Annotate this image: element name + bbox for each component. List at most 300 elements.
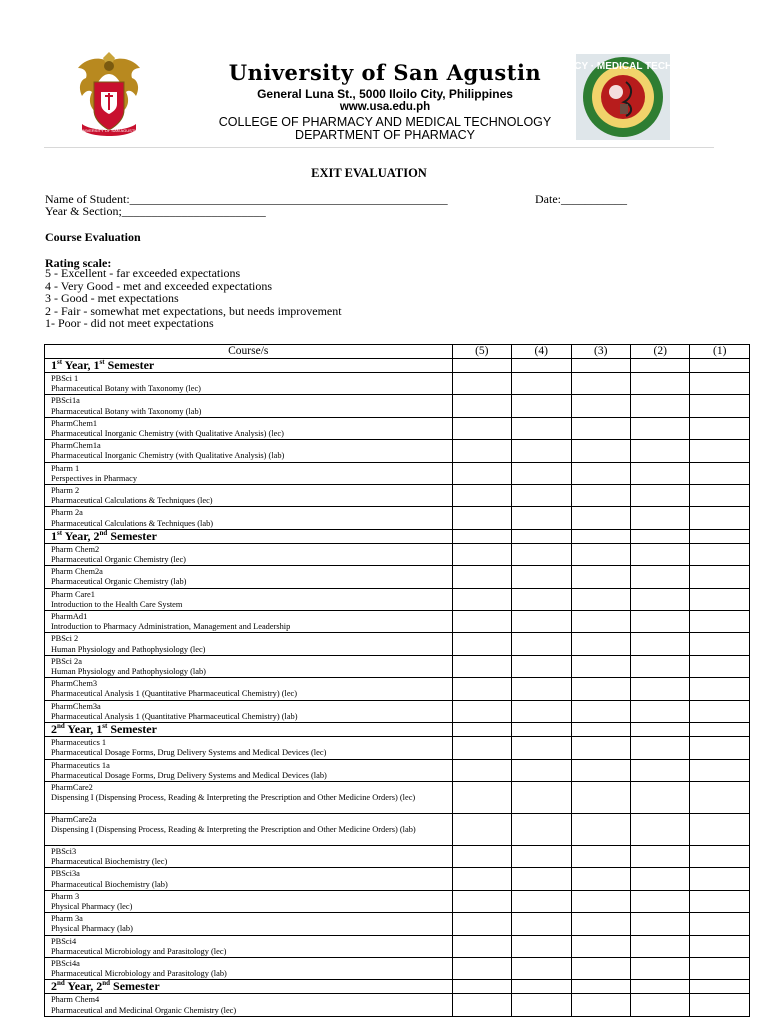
rating-1-cell	[690, 359, 750, 373]
rating-5-cell[interactable]	[452, 994, 511, 1016]
rating-5-cell[interactable]	[452, 845, 511, 867]
university-name: University of San Agustin	[228, 60, 542, 85]
rating-3-cell[interactable]	[571, 417, 630, 439]
course-name: Dispensing I (Dispensing Process, Reading & Interpreting the Prescription and Other Medicine Orders) (lec)	[51, 793, 416, 803]
semester-row	[45, 723, 750, 737]
course-cell	[45, 485, 453, 507]
rating-3-cell[interactable]	[571, 957, 630, 979]
course-cell	[45, 462, 453, 484]
course-name: Physical Pharmacy (lab)	[51, 924, 133, 934]
rating-5-cell[interactable]	[452, 868, 511, 890]
rating-5-cell[interactable]	[452, 700, 511, 722]
rating-1-cell[interactable]	[690, 417, 750, 439]
rating-5-cell	[452, 359, 511, 373]
course-code: Pharm 3	[51, 891, 80, 901]
rating-3-cell[interactable]	[571, 678, 630, 700]
rating-3-cell[interactable]	[571, 737, 630, 759]
rating-5-cell[interactable]	[452, 543, 511, 565]
course-code: PBSci4a	[51, 958, 80, 968]
rating-5-cell[interactable]	[452, 737, 511, 759]
rating-4-cell[interactable]	[512, 781, 571, 813]
table-body	[45, 359, 750, 1017]
table-row	[45, 566, 750, 588]
course-name: Physical Pharmacy (lec)	[51, 901, 133, 911]
semester-label-part: Year,	[62, 358, 94, 372]
semester-label-part: Year,	[62, 528, 94, 543]
rating-1-cell[interactable]	[690, 890, 750, 912]
course-name: Pharmaceutical Organic Chemistry (lec)	[51, 555, 186, 565]
rating-2-cell	[630, 723, 689, 737]
semester-label-part: st	[102, 722, 108, 731]
semester-label	[45, 723, 453, 737]
semester-label-part: 1	[51, 358, 57, 372]
table-row	[45, 655, 750, 677]
course-name: Dispensing I (Dispensing Process, Reading & Interpreting the Prescription and Other Medicine Orders) (lab)	[51, 825, 416, 835]
rating-4-cell	[512, 980, 571, 994]
rating-1-cell[interactable]	[690, 868, 750, 890]
rating-4-cell[interactable]	[512, 507, 571, 529]
table-row	[45, 957, 750, 979]
course-name: Pharmaceutical Calculations & Techniques (lab)	[51, 518, 214, 528]
course-code: Pharmaceutics 1a	[51, 760, 110, 770]
course-cell	[45, 913, 453, 935]
rating-4-cell[interactable]	[512, 611, 571, 633]
rating-3-cell[interactable]	[571, 633, 630, 655]
rating-2-cell[interactable]	[630, 994, 689, 1016]
rating-4-cell[interactable]	[512, 678, 571, 700]
semester-label-part: 2	[51, 979, 57, 994]
rating-3-cell	[571, 359, 630, 373]
rating-1-cell[interactable]	[690, 813, 750, 845]
rating-5-cell	[452, 980, 511, 994]
rating-1-cell[interactable]	[690, 395, 750, 417]
rating-3-cell[interactable]	[571, 395, 630, 417]
rating-4-cell[interactable]	[512, 868, 571, 890]
table-row	[45, 395, 750, 417]
semester-label-part: Year,	[64, 722, 97, 737]
course-cell	[45, 781, 453, 813]
semester-label-part: 2	[93, 528, 100, 543]
course-code: PBSci 2	[51, 634, 79, 644]
semester-label-part: Semester	[110, 979, 160, 994]
rating-1-cell[interactable]	[690, 781, 750, 813]
course-cell	[45, 633, 453, 655]
semester-label-part: Semester	[107, 528, 157, 543]
rating-3-column-header: (3)	[571, 345, 630, 359]
rating-3-cell[interactable]	[571, 373, 630, 395]
course-code: PharmAd1	[51, 612, 88, 622]
rating-4-cell[interactable]	[512, 655, 571, 677]
course-name: Pharmaceutical Microbiology and Parasitology (lab)	[51, 969, 227, 979]
rating-1-cell[interactable]	[690, 588, 750, 610]
rating-4-cell[interactable]	[512, 566, 571, 588]
table-row	[45, 507, 750, 529]
rating-4-cell[interactable]	[512, 890, 571, 912]
semester-label-part: 2	[96, 979, 103, 994]
semester-row	[45, 359, 750, 373]
university-address: General Luna St., 5000 Iloilo City, Philippines	[257, 87, 513, 101]
rating-3-cell[interactable]	[571, 781, 630, 813]
rating-4-cell[interactable]	[512, 913, 571, 935]
table-row	[45, 913, 750, 935]
rating-3-cell[interactable]	[571, 485, 630, 507]
course-code: PharmChem3	[51, 679, 98, 689]
rating-4-cell[interactable]	[512, 395, 571, 417]
rating-4-cell[interactable]	[512, 373, 571, 395]
course-name: Pharmaceutical Botany with Taxonomy (lec)	[51, 384, 201, 394]
course-name: Pharmaceutical Analysis 1 (Quantitative Pharmaceutical Chemistry) (lab)	[51, 711, 298, 721]
table-row	[45, 813, 750, 845]
rating-4-cell[interactable]	[512, 845, 571, 867]
department-name: DEPARTMENT OF PHARMACY	[295, 128, 475, 142]
rating-2-cell[interactable]	[630, 759, 689, 781]
course-code: PharmCare2	[51, 782, 93, 792]
rating-3-cell[interactable]	[571, 890, 630, 912]
table-row	[45, 935, 750, 957]
semester-label-part: 1	[93, 358, 100, 372]
course-code: Pharm Chem4	[51, 995, 100, 1005]
course-name: Pharmaceutical Organic Chemistry (lab)	[51, 577, 187, 587]
rating-2-cell[interactable]	[630, 417, 689, 439]
course-cell	[45, 759, 453, 781]
semester-row	[45, 529, 750, 543]
table-row	[45, 994, 750, 1016]
course-cell	[45, 678, 453, 700]
course-code: PBSci 2a	[51, 656, 82, 666]
year-section-field[interactable]: Year & Section;________________________	[45, 204, 266, 218]
rating-4-cell[interactable]	[512, 588, 571, 610]
table-row	[45, 868, 750, 890]
table-row	[45, 417, 750, 439]
rating-1-cell	[690, 723, 750, 737]
student-name-field[interactable]: Name of Student:_____________________________________________________	[45, 192, 448, 206]
course-code: Pharm 2	[51, 486, 80, 496]
rating-5-cell[interactable]	[452, 781, 511, 813]
table-row	[45, 633, 750, 655]
rating-4-cell[interactable]	[512, 633, 571, 655]
rating-1-cell[interactable]	[690, 440, 750, 462]
course-cell	[45, 737, 453, 759]
rating-3-cell[interactable]	[571, 462, 630, 484]
rating-1-cell[interactable]	[690, 462, 750, 484]
rating-4-cell[interactable]	[512, 462, 571, 484]
course-cell	[45, 700, 453, 722]
rating-4-cell[interactable]	[512, 759, 571, 781]
course-cell	[45, 813, 453, 845]
semester-label	[45, 529, 453, 543]
course-code: Pharm 3a	[51, 914, 83, 924]
course-name: Pharmaceutical Biochemistry (lab)	[51, 879, 168, 889]
rating-5-cell[interactable]	[452, 507, 511, 529]
rating-3-cell[interactable]	[571, 845, 630, 867]
course-name: Introduction to Pharmacy Administration, Management and Leadership	[51, 622, 291, 632]
semester-label-part: 1	[96, 722, 103, 737]
rating-2-cell[interactable]	[630, 737, 689, 759]
rating-4-cell[interactable]	[512, 994, 571, 1016]
rating-1-cell[interactable]	[690, 507, 750, 529]
rating-2-cell[interactable]	[630, 611, 689, 633]
rating-3-cell[interactable]	[571, 913, 630, 935]
rating-item: 3 - Good - met expectations	[45, 291, 179, 306]
rating-1-cell	[690, 529, 750, 543]
rating-2-cell[interactable]	[630, 957, 689, 979]
table-row	[45, 611, 750, 633]
rating-3-cell[interactable]	[571, 994, 630, 1016]
course-code: PBSci3	[51, 846, 77, 856]
rating-4-cell[interactable]	[512, 813, 571, 845]
rating-5-cell[interactable]	[452, 890, 511, 912]
rating-1-cell[interactable]	[690, 655, 750, 677]
table-row	[45, 890, 750, 912]
course-code: Pharmaceutics 1	[51, 738, 107, 748]
rating-4-cell[interactable]	[512, 935, 571, 957]
rating-3-cell[interactable]	[571, 868, 630, 890]
rating-1-column-header: (1)	[690, 345, 750, 359]
rating-2-cell[interactable]	[630, 462, 689, 484]
rating-1-cell[interactable]	[690, 633, 750, 655]
course-cell	[45, 994, 453, 1016]
rating-2-cell	[630, 980, 689, 994]
rating-2-cell	[630, 529, 689, 543]
rating-5-cell[interactable]	[452, 588, 511, 610]
college-name: COLLEGE OF PHARMACY AND MEDICAL TECHNOLOGY	[218, 115, 552, 129]
rating-4-cell[interactable]	[512, 440, 571, 462]
course-name: Pharmaceutical Dosage Forms, Drug Delivery Systems and Medical Devices (lec)	[51, 748, 327, 758]
course-code: Pharm Chem2	[51, 544, 100, 554]
rating-3-cell[interactable]	[571, 700, 630, 722]
course-code: PBSci4	[51, 936, 77, 946]
semester-label-part: nd	[57, 979, 65, 988]
rating-1-cell[interactable]	[690, 566, 750, 588]
rating-4-cell[interactable]	[512, 957, 571, 979]
rating-4-cell	[512, 529, 571, 543]
semester-row	[45, 980, 750, 994]
course-code: PBSci 1	[51, 374, 79, 383]
rating-4-cell[interactable]	[512, 485, 571, 507]
rating-3-cell[interactable]	[571, 507, 630, 529]
rating-2-cell[interactable]	[630, 633, 689, 655]
rating-2-cell[interactable]	[630, 913, 689, 935]
table-row	[45, 440, 750, 462]
course-cell	[45, 845, 453, 867]
rating-5-cell[interactable]	[452, 440, 511, 462]
rating-2-cell[interactable]	[630, 655, 689, 677]
course-name: Pharmaceutical Dosage Forms, Drug Delivery Systems and Medical Devices (lab)	[51, 770, 327, 780]
rating-2-cell[interactable]	[630, 395, 689, 417]
rating-5-cell[interactable]	[452, 373, 511, 395]
course-code: PharmChem3a	[51, 701, 101, 711]
table-row	[45, 485, 750, 507]
course-cell	[45, 935, 453, 957]
rating-scale-list	[45, 267, 342, 330]
rating-2-cell[interactable]	[630, 868, 689, 890]
course-evaluation-table	[44, 344, 750, 1017]
rating-3-cell[interactable]	[571, 935, 630, 957]
semester-label	[45, 359, 453, 373]
rating-1-cell[interactable]	[690, 700, 750, 722]
table-row	[45, 462, 750, 484]
rating-5-cell[interactable]	[452, 633, 511, 655]
rating-5-column-header: (5)	[452, 345, 511, 359]
rating-4-cell[interactable]	[512, 737, 571, 759]
course-cell	[45, 373, 453, 395]
course-cell	[45, 588, 453, 610]
rating-2-cell[interactable]	[630, 781, 689, 813]
university-crest-eagle-icon	[76, 52, 142, 140]
semester-label-part: Semester	[104, 358, 155, 372]
rating-2-cell[interactable]	[630, 678, 689, 700]
rating-5-cell[interactable]	[452, 417, 511, 439]
course-code: Pharm Care1	[51, 589, 95, 599]
course-cell	[45, 611, 453, 633]
rating-2-cell[interactable]	[630, 700, 689, 722]
rating-3-cell[interactable]	[571, 543, 630, 565]
rating-2-cell	[630, 359, 689, 373]
rating-2-cell[interactable]	[630, 813, 689, 845]
rating-1-cell[interactable]	[690, 994, 750, 1016]
rating-3-cell[interactable]	[571, 611, 630, 633]
course-name: Pharmaceutical and Medicinal Organic Chemistry (lec)	[51, 1005, 237, 1015]
semester-label-part: Semester	[107, 722, 157, 737]
rating-5-cell[interactable]	[452, 566, 511, 588]
rating-2-cell[interactable]	[630, 543, 689, 565]
course-cell	[45, 890, 453, 912]
semester-label-part: st	[57, 528, 63, 537]
rating-5-cell	[452, 529, 511, 543]
crest-banner-text: UNIVERSITY OF SAN AGUSTIN	[79, 128, 139, 133]
table-row	[45, 759, 750, 781]
course-name: Human Physiology and Pathophysiology (lec)	[51, 644, 206, 654]
table-row	[45, 781, 750, 813]
rating-3-cell[interactable]	[571, 588, 630, 610]
semester-label-part: st	[99, 358, 105, 366]
course-code: PharmCare2a	[51, 814, 97, 824]
course-name: Pharmaceutical Botany with Taxonomy (lab)	[51, 406, 202, 416]
course-name: Pharmaceutical Inorganic Chemistry (with Qualitative Analysis) (lab)	[51, 451, 285, 461]
rating-4-cell[interactable]	[512, 543, 571, 565]
table-row	[45, 737, 750, 759]
rating-5-cell[interactable]	[452, 611, 511, 633]
rating-2-cell[interactable]	[630, 373, 689, 395]
rating-1-cell	[690, 980, 750, 994]
semester-label-part: 2	[51, 722, 57, 737]
form-title: EXIT EVALUATION	[311, 166, 427, 180]
course-code: PharmChem1	[51, 418, 98, 428]
rating-1-cell[interactable]	[690, 935, 750, 957]
table-row	[45, 845, 750, 867]
rating-2-cell[interactable]	[630, 890, 689, 912]
rating-1-cell[interactable]	[690, 373, 750, 395]
semester-label-part: nd	[99, 528, 108, 537]
course-name: Pharmaceutical Analysis 1 (Quantitative Pharmaceutical Chemistry) (lec)	[51, 689, 298, 699]
rating-1-cell[interactable]	[690, 611, 750, 633]
course-cell	[45, 868, 453, 890]
rating-4-cell	[512, 359, 571, 373]
course-code: Pharm 1	[51, 463, 80, 473]
rating-5-cell[interactable]	[452, 935, 511, 957]
rating-4-cell	[512, 723, 571, 737]
date-field[interactable]: Date:___________	[535, 192, 627, 206]
header-divider	[44, 147, 714, 148]
course-cell	[45, 566, 453, 588]
course-cell	[45, 440, 453, 462]
rating-2-cell[interactable]	[630, 566, 689, 588]
rating-3-cell	[571, 723, 630, 737]
semester-label-part: Year,	[64, 979, 97, 994]
rating-item: 4 - Very Good - met and exceeded expectations	[45, 278, 273, 293]
rating-5-cell[interactable]	[452, 395, 511, 417]
course-code: PharmChem1a	[51, 441, 101, 451]
course-name: Introduction to the Health Care System	[51, 599, 183, 609]
rating-3-cell[interactable]	[571, 566, 630, 588]
rating-2-cell[interactable]	[630, 935, 689, 957]
rating-2-cell[interactable]	[630, 845, 689, 867]
course-cell	[45, 417, 453, 439]
semester-label-part: nd	[102, 979, 111, 988]
rating-5-cell[interactable]	[452, 813, 511, 845]
rating-5-cell[interactable]	[452, 678, 511, 700]
rating-1-cell[interactable]	[690, 957, 750, 979]
course-cell	[45, 655, 453, 677]
university-website: www.usa.edu.ph	[339, 101, 431, 113]
table-header-row	[45, 345, 750, 359]
rating-1-cell[interactable]	[690, 759, 750, 781]
rating-3-cell[interactable]	[571, 655, 630, 677]
rating-1-cell[interactable]	[690, 543, 750, 565]
rating-3-cell[interactable]	[571, 759, 630, 781]
rating-5-cell[interactable]	[452, 957, 511, 979]
rating-5-cell[interactable]	[452, 485, 511, 507]
rating-1-cell[interactable]	[690, 737, 750, 759]
course-cell	[45, 957, 453, 979]
rating-5-cell[interactable]	[452, 462, 511, 484]
rating-2-cell[interactable]	[630, 485, 689, 507]
semester-label-part: 1	[51, 528, 57, 543]
rating-1-cell[interactable]	[690, 678, 750, 700]
rating-1-cell[interactable]	[690, 845, 750, 867]
semester-label	[45, 980, 453, 994]
course-cell	[45, 543, 453, 565]
table-row	[45, 543, 750, 565]
rating-4-cell[interactable]	[512, 417, 571, 439]
course-name: Perspectives in Pharmacy	[51, 473, 138, 483]
course-name: Pharmaceutical Inorganic Chemistry (with Qualitative Analysis) (lec)	[51, 429, 284, 439]
semester-label-part: nd	[57, 722, 65, 731]
document-header	[0, 0, 768, 150]
course-cell	[45, 395, 453, 417]
rating-4-cell[interactable]	[512, 700, 571, 722]
table-row	[45, 700, 750, 722]
rating-3-cell[interactable]	[571, 440, 630, 462]
rating-5-cell[interactable]	[452, 913, 511, 935]
rating-1-cell[interactable]	[690, 485, 750, 507]
rating-5-cell[interactable]	[452, 655, 511, 677]
rating-2-cell[interactable]	[630, 507, 689, 529]
rating-2-cell[interactable]	[630, 440, 689, 462]
seal-text: PHARMACY · MEDICAL TECHNOLOGY	[530, 61, 716, 72]
course-name: Human Physiology and Pathophysiology (lab)	[51, 667, 206, 677]
table-row	[45, 588, 750, 610]
rating-2-cell[interactable]	[630, 588, 689, 610]
rating-5-cell[interactable]	[452, 759, 511, 781]
table-row	[45, 678, 750, 700]
rating-3-cell[interactable]	[571, 813, 630, 845]
rating-item: 2 - Fair - somewhat met expectations, but needs improvement	[45, 303, 342, 318]
course-cell	[45, 507, 453, 529]
course-name: Pharmaceutical Microbiology and Parasitology (lec)	[51, 946, 227, 956]
rating-scale-heading: Rating scale:	[45, 256, 112, 270]
rating-1-cell[interactable]	[690, 913, 750, 935]
